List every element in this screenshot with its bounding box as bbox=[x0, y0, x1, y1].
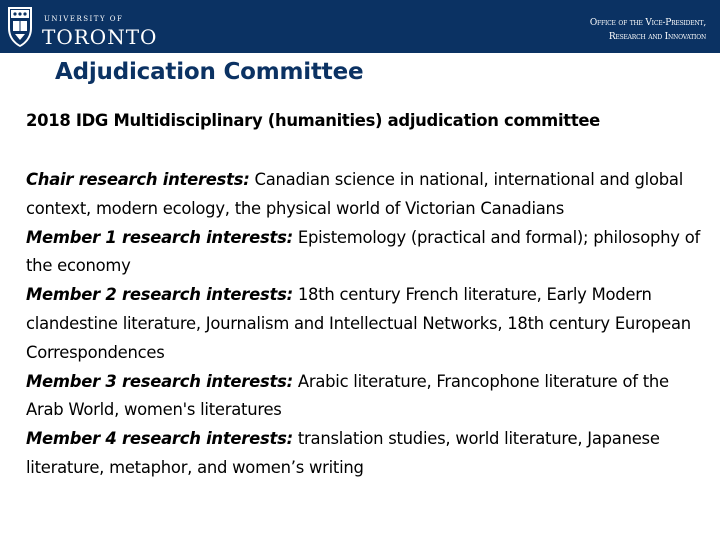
logo-line-university: UNIVERSITY OF bbox=[44, 15, 124, 23]
entry-text: Arabic literature, Francophone literature of the Arab World, women's literatures bbox=[26, 371, 669, 420]
member-4-entry bbox=[26, 425, 706, 483]
header-bar bbox=[0, 0, 720, 53]
university-logo[interactable] bbox=[6, 4, 158, 50]
crest-icon bbox=[6, 4, 34, 48]
chair-entry bbox=[26, 166, 706, 224]
entry-label: Member 4 research interests: bbox=[26, 429, 293, 449]
entry-text: Epistemology (practical and formal); philosophy of the economy bbox=[26, 227, 700, 276]
entry-label: Member 1 research interests: bbox=[26, 227, 293, 247]
office-name bbox=[590, 16, 706, 44]
entry-label: Member 3 research interests: bbox=[26, 371, 293, 391]
entry-text: 18th century French literature, Early Modern clandestine literature, Journalism and Intellectual Networks, 18th century European Correspondences bbox=[26, 285, 691, 362]
entry-text: Canadian science in national, international and global context, modern ecology, the physical world of Victorian Canadians bbox=[26, 170, 684, 218]
logo-line-toronto: TORONTO bbox=[42, 25, 158, 49]
entry-text: translation studies, world literature, Japanese literature, metaphor, and women’s writing bbox=[26, 429, 660, 477]
office-line-1: Office of the Vice-President, bbox=[589, 18, 706, 28]
entry-label: Chair research interests: bbox=[26, 170, 250, 189]
office-line-2: Research and Innovation bbox=[608, 32, 706, 42]
member-3-entry bbox=[26, 368, 706, 426]
member-1-entry bbox=[26, 224, 706, 282]
member-2-entry bbox=[26, 281, 706, 367]
entry-label: Member 2 research interests: bbox=[26, 285, 293, 305]
slide-title: Adjudication Committee bbox=[55, 59, 364, 85]
committee-list bbox=[26, 166, 706, 483]
slide-subtitle: 2018 IDG Multidisciplinary (humanities) adjudication committee bbox=[26, 111, 600, 130]
